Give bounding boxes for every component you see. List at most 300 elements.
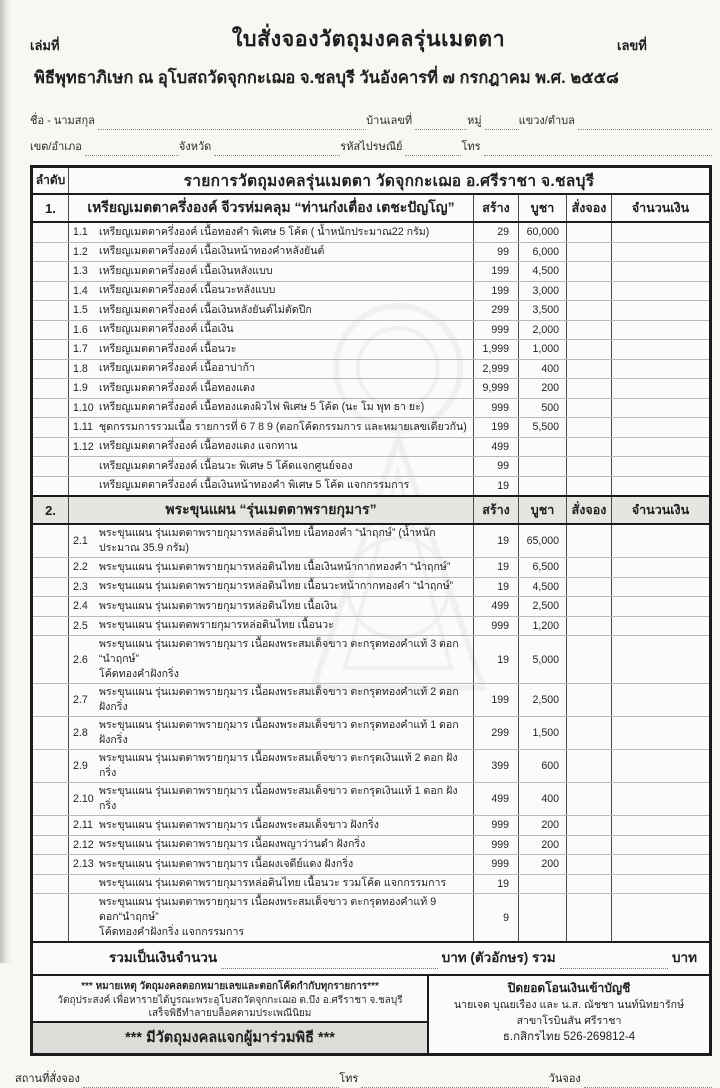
subdistrict-label: แขวง/ตำบล: [518, 115, 575, 127]
item-description-cell: [69, 262, 474, 281]
order-quantity-cell: [567, 617, 612, 636]
order-item-row: [33, 262, 709, 282]
order-quantity-cell: [567, 418, 612, 437]
col-header-made: สร้าง: [474, 497, 519, 523]
order-item-row: [33, 282, 709, 302]
order-quantity-cell: [567, 477, 612, 496]
amount-cell: [612, 301, 709, 320]
price-cell: 400: [519, 783, 567, 815]
booking-phone-label: โทร: [339, 1072, 359, 1085]
note-line-1: *** หมายเหตุ วัตถุมงคลตอกหมายเลขและตอกโค้ดกำกับทุกรายการ***: [81, 981, 379, 992]
order-item-row: [33, 855, 709, 875]
price-cell: 3,000: [519, 282, 567, 301]
item-description-cell: [69, 418, 474, 437]
name-label: ชื่อ - นามสกุล: [30, 115, 95, 127]
item-description-cell: [69, 282, 474, 301]
giveaway-highlight-band: *** มีวัตถุมงคลแจกผู้มาร่วมพิธี ***: [33, 1021, 427, 1053]
item-description-cell: [69, 684, 474, 716]
amount-cell: [612, 321, 709, 340]
item-no: 2.1: [73, 535, 88, 547]
amount-cell: [612, 816, 709, 835]
amount-cell: [612, 894, 709, 941]
item-desc: เหรียญเมตตาครึ่งองค์ เนื้อทองคำ พิเศษ 5 โค้ด ( น้ำหนักประมาณ22 กรัม): [99, 225, 430, 238]
item-description-cell: [69, 243, 474, 262]
phone-field: [484, 141, 712, 156]
order-quantity-cell: [567, 282, 612, 301]
price-cell: [519, 438, 567, 457]
col-header-amount: จำนวนเงิน: [631, 503, 690, 517]
made-quantity-cell: 19: [474, 525, 519, 557]
province-field: [214, 141, 340, 156]
item-desc: พระขุนแผน รุ่นเมตตาพรายกุมารหล่อดินไทย เนื้อนวะ รวมโค้ด แจกกรรมการ: [99, 877, 447, 890]
made-quantity-cell: 299: [474, 717, 519, 749]
index-cell: [33, 684, 69, 716]
amount-cell: [612, 636, 709, 683]
name-field: [98, 115, 366, 130]
item-no: 1.2: [73, 245, 88, 258]
booking-info-line: [15, 1068, 712, 1088]
item-description-cell: [69, 301, 474, 320]
order-item-row: [33, 301, 709, 321]
made-quantity-cell: 19: [474, 558, 519, 577]
price-cell: 200: [519, 855, 567, 874]
item-description-cell: [69, 340, 474, 359]
index-cell: [33, 597, 69, 616]
amount-cell: [612, 855, 709, 874]
item-desc: พระขุนแผน รุ่นเมตตาพรายกุมาร เนื้อผงพระสมเด็จขาว ตะกรุดทองคำแท้ 9 ดอก“นำฤกษ์”: [99, 896, 437, 923]
item-desc: พระขุนแผน รุ่นเมตตาพรายกุมาร เนื้อผงพระสมเด็จขาว ตะกรุดทองคำแท้ 1 ดอก ฝังกริ่ง: [99, 719, 459, 746]
index-cell: [33, 360, 69, 379]
item-no: 2.12: [73, 838, 94, 851]
made-quantity-cell: 999: [474, 855, 519, 874]
made-quantity-cell: 399: [474, 750, 519, 782]
bank-transfer-box: [429, 976, 709, 1053]
made-quantity-cell: 999: [474, 836, 519, 855]
index-cell: [33, 379, 69, 398]
item-description-cell: [69, 457, 474, 476]
bank-branch: สาขาโรบินสัน ศรีราชา: [516, 1015, 622, 1027]
price-cell: [519, 477, 567, 496]
item-description-cell: [69, 360, 474, 379]
item-no: 1.6: [73, 323, 88, 336]
col-header-amount: จำนวนเงิน: [631, 201, 690, 215]
order-quantity-cell: [567, 525, 612, 557]
order-item-row: [33, 340, 709, 360]
order-item-row: [33, 750, 709, 783]
order-item-row: [33, 243, 709, 263]
order-quantity-cell: [567, 578, 612, 597]
index-cell: [33, 894, 69, 941]
price-cell: 200: [519, 816, 567, 835]
province-label: จังหวัด: [178, 141, 212, 153]
total-amount-field: [221, 955, 438, 969]
amount-cell: [612, 438, 709, 457]
index-cell: [33, 301, 69, 320]
order-item-row: [33, 477, 709, 497]
amount-cell: [612, 875, 709, 894]
postal-code-label: รหัสไปรษณีย์: [340, 141, 403, 153]
order-quantity-cell: [567, 340, 612, 359]
item-no: 2.8: [73, 727, 88, 739]
index-cell: [33, 243, 69, 262]
order-item-row: [33, 636, 709, 684]
index-cell: [33, 855, 69, 874]
order-quantity-cell: [567, 558, 612, 577]
order-quantity-cell: [567, 717, 612, 749]
col-header-order: สั่งจอง: [567, 195, 612, 221]
price-cell: 5,500: [519, 418, 567, 437]
amount-cell: [612, 750, 709, 782]
made-quantity-cell: 19: [474, 477, 519, 496]
made-quantity-cell: 1,999: [474, 340, 519, 359]
index-cell: [33, 717, 69, 749]
amount-cell: [612, 597, 709, 616]
item-description-cell: [69, 875, 474, 894]
item-desc: เหรียญเมตตาครึ่งองค์ เนื้อนวะหลังแบบ: [99, 284, 276, 297]
order-item-row: [33, 525, 709, 558]
item-no: 2.6: [73, 653, 88, 666]
order-quantity-cell: [567, 855, 612, 874]
total-amount-label: รวมเป็นเงินจำนวน: [109, 950, 218, 965]
order-quantity-cell: [567, 836, 612, 855]
item-desc2: โค้ดทองคำฝังกริ่ง: [99, 668, 179, 680]
col-header-made: สร้าง: [474, 195, 519, 221]
index-cell: [33, 399, 69, 418]
order-item-row: [33, 558, 709, 578]
order-item-row: [33, 617, 709, 637]
made-quantity-cell: 9,999: [474, 379, 519, 398]
district-label: เขต/อำเภอ: [30, 141, 82, 153]
item-no: 1.3: [73, 265, 88, 278]
item-no: 2.13: [73, 858, 94, 871]
item-description-cell: [69, 816, 474, 835]
item-description-cell: [69, 836, 474, 855]
price-cell: 6,000: [519, 243, 567, 262]
amount-cell: [612, 578, 709, 597]
index-cell: [33, 262, 69, 281]
amount-cell: [612, 477, 709, 496]
made-quantity-cell: 199: [474, 262, 519, 281]
price-cell: 1,500: [519, 717, 567, 749]
document-number-label: เลขที่: [617, 38, 647, 53]
item-description-cell: [69, 578, 474, 597]
index-cell: [33, 223, 69, 242]
form-header: [30, 22, 712, 56]
order-quantity-cell: [567, 262, 612, 281]
col-header-order: สั่งจอง: [567, 497, 612, 523]
made-quantity-cell: 999: [474, 617, 519, 636]
item-desc: เหรียญเมตตาครึ่งองค์ เนื้อนวะ พิเศษ 5 โค้ดแจกศูนย์จอง: [99, 459, 353, 472]
customer-fields: [30, 104, 712, 156]
made-quantity-cell: 199: [474, 684, 519, 716]
made-quantity-cell: 499: [474, 438, 519, 457]
item-desc: เหรียญเมตตาครึ่งองค์ เนื้อทองแดงผิวไฟ พิเศษ 5 โค้ด (นะ โม พุท ธา ยะ): [99, 401, 425, 414]
section-title: พระขุนแผน “รุ่นเมตตาพรายกุมาร”: [69, 497, 474, 523]
notes-box: [33, 976, 429, 1053]
index-cell: [33, 477, 69, 496]
order-item-row: [33, 684, 709, 717]
list-column-header: รายการวัตถุมงคลรุ่นเมตตา วัดจุกกะเฌอ อ.ศรีราชา จ.ชลบุรี: [183, 173, 595, 190]
order-item-row: [33, 875, 709, 895]
bank-account-names: นายเจด บุณยเรือง และ น.ส. ณัชชา นนท์นิทยารักษ์: [453, 999, 685, 1011]
index-cell: [33, 636, 69, 683]
price-cell: 3,500: [519, 301, 567, 320]
item-desc: พระขุนแผน รุ่นเมตตาพรายกุมารหล่อดินไทย เนื้อทองคำ “นำฤกษ์” (น้ำหนักประมาณ 35.9 กรัม): [99, 527, 436, 554]
item-no: 2.3: [73, 580, 88, 593]
item-desc: เหรียญเมตตาครึ่งองค์ เนื้ออาปาก้า: [99, 362, 255, 375]
section-header-row: [33, 195, 709, 223]
note-line-3: เสร็จพิธีทำลายบล็อคตามประเพณีนิยม: [148, 1008, 312, 1019]
amount-cell: [612, 360, 709, 379]
made-quantity-cell: 29: [474, 223, 519, 242]
bank-account-number: ธ.กสิกรไทย 526-269812-4: [502, 1031, 636, 1043]
made-quantity-cell: 499: [474, 597, 519, 616]
index-column-header: ลำดับ: [33, 168, 69, 193]
house-no-label: บ้านเลขที่: [366, 115, 413, 127]
order-item-row: [33, 717, 709, 750]
item-desc: พระขุนแผน รุ่นเมตตาพรายกุมาร เนื้อผงเจดีย์แดง ฝังกริ่ง: [99, 857, 354, 870]
price-cell: 2,000: [519, 321, 567, 340]
item-description-cell: [69, 717, 474, 749]
item-no: 1.11: [73, 421, 93, 434]
price-cell: 4,500: [519, 262, 567, 281]
item-description-cell: [69, 438, 474, 457]
price-cell: 60,000: [519, 223, 567, 242]
amount-cell: [612, 525, 709, 557]
order-quantity-cell: [567, 223, 612, 242]
item-no: 2.11: [73, 819, 93, 832]
made-quantity-cell: 99: [474, 243, 519, 262]
price-cell: 2,500: [519, 684, 567, 716]
section-title: เหรียญเมตตาครึ่งองค์ จีวรห่มคลุม “ท่านก๋งเตื่อง เตชะปัญโญ”: [69, 195, 474, 221]
item-description-cell: [69, 894, 474, 941]
item-no: 2.9: [73, 760, 88, 772]
item-desc: ชุดกรรมการรวมเนื้อ รายการที่ 6 7 8 9 (ตอกโค้ดกรรมการ และหมายเลขเดียวกัน): [99, 420, 467, 433]
order-item-row: [33, 783, 709, 816]
price-cell: 4,500: [519, 578, 567, 597]
item-desc: พระขุนแผน รุ่นเมตตพรายกุมารหล่อดินไทย เนื้อนวะ: [99, 619, 334, 632]
page-title: ใบสั่งจองวัตถุมงคลรุ่นเมตตา: [231, 27, 506, 51]
index-cell: [33, 321, 69, 340]
order-item-row: [33, 597, 709, 617]
price-cell: 400: [519, 360, 567, 379]
note-line-2: วัตถุประสงค์ เพื่อหารายได้บูรณะพระอุโบสถวัดจุกกะเฌอ ต.บึง อ.ศรีราชา จ.ชลบุรี: [57, 994, 403, 1006]
volume-number-label: เล่มที่: [30, 38, 60, 53]
made-quantity-cell: 19: [474, 636, 519, 683]
item-desc: เหรียญเมตตาครึ่งองค์ เนื้อเงินหน้าทองคำหลังยันต์: [99, 245, 325, 258]
order-quantity-cell: [567, 636, 612, 683]
made-quantity-cell: 9: [474, 894, 519, 941]
item-desc: พระขุนแผน รุ่นเมตตาพรายกุมาร เนื้อผงพระสมเด็จขาว ตะกรุดเงินแท้ 2 ดอก ฝังกริ่ง: [99, 752, 458, 779]
booking-place-field: [83, 1073, 339, 1088]
price-cell: 200: [519, 379, 567, 398]
section-header-row: [33, 495, 709, 525]
item-desc: พระขุนแผน รุ่นเมตตาพรายกุมารหล่อดินไทย เนื้อเงินหน้ากากทองคำ “นำฤกษ์”: [99, 560, 451, 573]
ceremony-subtitle: พิธีพุทธาภิเษก ณ อุโบสถวัดจุกกะเฌอ จ.ชลบุรี วันอังคารที่ ๗ กรกฎาคม พ.ศ. ๒๕๕๘: [34, 69, 619, 87]
made-quantity-cell: 499: [474, 783, 519, 815]
order-item-row: [33, 418, 709, 438]
order-item-row: [33, 816, 709, 836]
made-quantity-cell: 99: [474, 457, 519, 476]
item-description-cell: [69, 855, 474, 874]
order-table-body: [33, 195, 709, 941]
index-cell: [33, 617, 69, 636]
item-no: 2.7: [73, 694, 88, 706]
item-description-cell: [69, 597, 474, 616]
item-description-cell: [69, 783, 474, 815]
item-no: 1.9: [73, 382, 88, 395]
house-no-field: [415, 115, 467, 130]
price-cell: 65,000: [519, 525, 567, 557]
item-no: 2.10: [73, 793, 94, 805]
item-no: 1.4: [73, 284, 88, 297]
item-desc: เหรียญเมตตาครึ่งองค์ เนื้อเงิน: [99, 323, 234, 336]
item-description-cell: [69, 558, 474, 577]
item-desc: พระขุนแผน รุ่นเมตตาพรายกุมาร เนื้อผงพระสมเด็จขาว ฝังกริ่ง: [99, 818, 379, 831]
amount-cell: [612, 684, 709, 716]
order-quantity-cell: [567, 379, 612, 398]
item-desc: พระขุนแผน รุ่นเมตตาพรายกุมาร เนื้อผงพระสมเด็จขาว ตะกรุดเงินแท้ 1 ดอก ฝังกริ่ง: [99, 785, 458, 812]
booking-place-label: สถานที่สั่งจอง: [15, 1072, 80, 1085]
index-cell: [33, 457, 69, 476]
order-quantity-cell: [567, 684, 612, 716]
item-desc: เหรียญเมตตาครึ่งองค์ เนื้อทองแดง: [99, 381, 255, 394]
item-no: 2.4: [73, 600, 88, 613]
item-description-cell: [69, 223, 474, 242]
amount-cell: [612, 783, 709, 815]
item-no: 2.5: [73, 619, 88, 632]
item-desc: เหรียญเมตตาครึ่งองค์ เนื้อนวะ: [99, 342, 237, 355]
order-quantity-cell: [567, 399, 612, 418]
order-item-row: [33, 438, 709, 458]
order-quantity-cell: [567, 750, 612, 782]
item-description-cell: [69, 525, 474, 557]
price-cell: 6,500: [519, 558, 567, 577]
moo-field: [485, 115, 519, 130]
order-quantity-cell: [567, 783, 612, 815]
notes-text: [33, 976, 427, 1021]
order-item-row: [33, 321, 709, 341]
item-desc: เหรียญเมตตาครึ่งองค์ เนื้อเงินหน้าทองคำ พิเศษ 5 โค้ด แจกกรรมการ: [99, 479, 410, 492]
index-cell: [33, 836, 69, 855]
amount-cell: [612, 558, 709, 577]
order-item-row: [33, 223, 709, 243]
order-table: [30, 165, 712, 1056]
made-quantity-cell: 299: [474, 301, 519, 320]
item-desc: เหรียญเมตตาครึ่งองค์ เนื้อเงินหลังแบบ: [99, 264, 273, 277]
index-cell: [33, 558, 69, 577]
order-quantity-cell: [567, 301, 612, 320]
grand-total-row: [33, 941, 709, 976]
item-description-cell: [69, 477, 474, 496]
price-cell: 200: [519, 836, 567, 855]
order-item-row: [33, 399, 709, 419]
order-quantity-cell: [567, 321, 612, 340]
baht-in-words-label: บาท (ตัวอักษร) รวม: [441, 950, 556, 965]
amount-cell: [612, 340, 709, 359]
moo-label: หมู่: [467, 115, 482, 127]
price-cell: 2,500: [519, 597, 567, 616]
order-quantity-cell: [567, 243, 612, 262]
index-cell: [33, 418, 69, 437]
index-cell: [33, 525, 69, 557]
order-item-row: [33, 836, 709, 856]
index-cell: [33, 750, 69, 782]
subdistrict-field: [578, 115, 712, 130]
postal-code-field: [405, 141, 461, 156]
index-cell: [33, 875, 69, 894]
item-desc: พระขุนแผน รุ่นเมตตาพรายกุมารหล่อดินไทย เนื้อนวะหน้ากากทองคำ “นำฤกษ์”: [99, 580, 454, 593]
price-cell: [519, 457, 567, 476]
order-item-row: [33, 379, 709, 399]
made-quantity-cell: 999: [474, 321, 519, 340]
index-cell: [33, 282, 69, 301]
item-desc: เหรียญเมตตาครึ่งองค์ เนื้อทองแดง แจกทาน: [99, 440, 298, 453]
table-header-row: [33, 168, 709, 195]
amount-cell: [612, 457, 709, 476]
amount-cell: [612, 836, 709, 855]
customer-fields-row-1: [30, 104, 712, 130]
bank-box-title: ปิดยอดโอนเงินเข้าบัญชี: [507, 981, 631, 995]
booking-phone-field: [361, 1073, 548, 1088]
amount-cell: [612, 282, 709, 301]
made-quantity-cell: 999: [474, 399, 519, 418]
price-cell: 1,000: [519, 340, 567, 359]
booking-date-label: วันจอง: [548, 1072, 581, 1085]
footer-boxes: [33, 976, 709, 1053]
index-cell: [33, 816, 69, 835]
made-quantity-cell: 199: [474, 282, 519, 301]
price-cell: 500: [519, 399, 567, 418]
amount-cell: [612, 617, 709, 636]
price-cell: [519, 894, 567, 941]
amount-cell: [612, 262, 709, 281]
index-cell: [33, 578, 69, 597]
order-item-row: [33, 578, 709, 598]
made-quantity-cell: 2,999: [474, 360, 519, 379]
item-no: 1.1: [73, 226, 88, 239]
item-desc: เหรียญเมตตาครึ่งองค์ เนื้อเงินหลังยันต์ไม่ตัดปีก: [99, 303, 312, 316]
item-description-cell: [69, 379, 474, 398]
order-quantity-cell: [567, 597, 612, 616]
item-desc2: โค้ดทองคำฝังกริ่ง แจกกรรมการ: [99, 926, 245, 938]
index-cell: [33, 438, 69, 457]
price-cell: 1,200: [519, 617, 567, 636]
phone-label: โทร: [461, 141, 481, 153]
district-field: [85, 141, 179, 156]
made-quantity-cell: 999: [474, 816, 519, 835]
baht-label: บาท: [671, 950, 697, 965]
order-item-row: [33, 360, 709, 380]
amount-cell: [612, 418, 709, 437]
booking-date-field: [584, 1073, 712, 1088]
price-cell: 5,000: [519, 636, 567, 683]
item-no: 1.7: [73, 343, 88, 356]
index-cell: [33, 783, 69, 815]
price-cell: 600: [519, 750, 567, 782]
total-in-words-field: [560, 955, 668, 969]
section-number: 2.: [33, 497, 69, 523]
item-no: 1.5: [73, 304, 88, 317]
price-cell: [519, 875, 567, 894]
item-description-cell: [69, 636, 474, 683]
item-description-cell: [69, 321, 474, 340]
order-quantity-cell: [567, 360, 612, 379]
order-quantity-cell: [567, 894, 612, 941]
amount-cell: [612, 223, 709, 242]
item-desc: พระขุนแผน รุ่นเมตตาพรายกุมารหล่อดินไทย เนื้อเงิน: [99, 599, 337, 612]
amount-cell: [612, 243, 709, 262]
